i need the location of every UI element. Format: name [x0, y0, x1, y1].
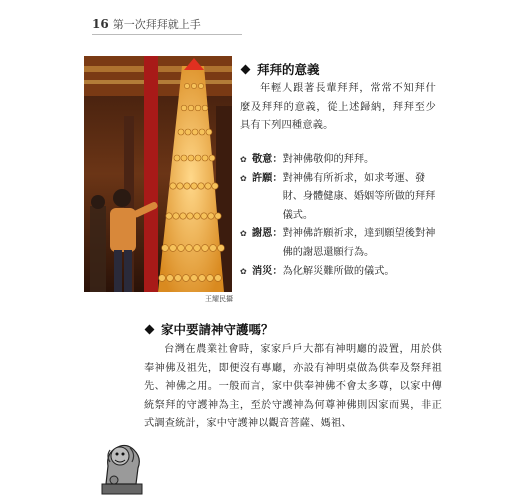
section-title: 家中要請神守護嗎？ — [161, 322, 274, 337]
header-divider — [92, 34, 242, 35]
item-term: 許願： — [252, 172, 283, 184]
item-term: 謝恩： — [252, 228, 283, 240]
flower-bullet-icon: ✿ — [240, 173, 247, 183]
intro-paragraph: 年輕人跟著長輩拜拜，常常不知拜什麼及拜拜的意義，從上述歸納，拜拜至少具有下列四種意義。 — [240, 83, 436, 132]
flower-bullet-icon: ✿ — [240, 266, 247, 276]
section-title: 拜拜的意義 — [257, 62, 320, 77]
diamond-bullet-icon — [145, 324, 155, 334]
item-description: 對神佛有所祈求，如求考運、發財、身體健康、婚姻等所做的拜拜儀式。 — [282, 172, 436, 221]
item-description: 對神佛敬仰的拜拜。 — [282, 154, 375, 165]
flower-bullet-icon: ✿ — [240, 229, 247, 239]
list-item — [240, 151, 440, 170]
section-heading-meaning — [240, 60, 320, 78]
flower-bullet-icon: ✿ — [240, 155, 247, 164]
stone-lion-icon — [96, 436, 148, 500]
list-item — [240, 263, 440, 282]
page-header — [92, 16, 201, 32]
list-item — [240, 170, 440, 226]
section-heading-guardian — [144, 320, 274, 338]
body-paragraph: 台灣在農業社會時，家家戶戶大都有神明廳的設置，用於供奉神佛及祖先，即便沒有專廳，亦設有神明桌做為供奉及祭拜祖先、神佛之用。一般而言，家中供奉神佛不會太多尊，以家中傳統祭拜的守護神為主，至於守護神為何尊神佛則因家而異，非正式調查統計，家中守護神以觀音菩薩、媽祖、 — [144, 344, 442, 430]
meaning-list — [240, 151, 440, 281]
diamond-bullet-icon — [241, 64, 251, 74]
photo-credit: 王耀民攝 — [205, 295, 233, 303]
item-term: 消災： — [252, 265, 283, 277]
item-term: 敬意： — [252, 154, 283, 165]
chapter-title: 第一次拜拜就上手 — [112, 18, 201, 31]
item-description: 對神佛許願祈求，達到願望後對神佛的謝恩還願行為。 — [282, 228, 436, 258]
list-item — [240, 225, 440, 262]
temple-lamp-photo — [84, 56, 232, 292]
item-description: 為化解災難所做的儀式。 — [282, 265, 395, 277]
page-number: 16 — [92, 17, 109, 31]
